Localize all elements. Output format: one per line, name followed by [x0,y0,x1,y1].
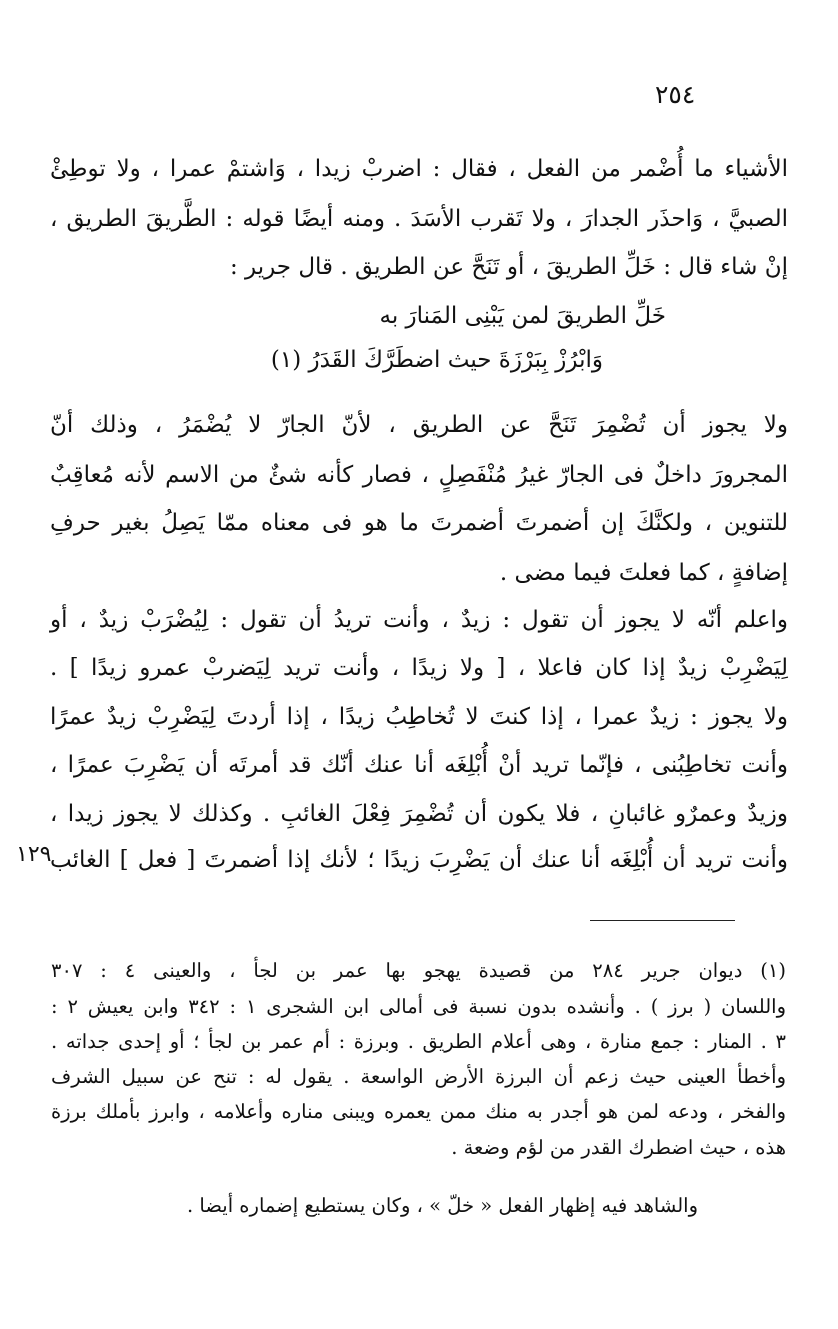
footnote-line: ٣ . المنار : جمع منارة ، وهى أعلام الطريق . وبرزة : أم عمر بن لجأ ؛ أو إحدى جداته . [51,1030,786,1053]
margin-number: ١٢٩ [16,842,52,867]
body-line: ولا يجوز أن تُضْمِرَ تَنَحَّ عن الطريق ، لأنّ الجارّ لا يُضْمَرُ ، وذلك أنّ [50,412,788,438]
footnote-line: وأخطأ العينى حيث زعم أن البرزة الأرض الواسعة . يقول له : تنح عن سبيل الشرف [51,1065,786,1088]
body-line: المجرورَ داخلٌ فى الجارّ غيرُ مُنْفَصِلٍ ، فصار كأنه شئٌ من الاسم لأنه مُعاقِبٌ [50,462,788,488]
footnote-line: والفخر ، ودعه لمن هو أجدر به منك ممن يعمره ويبنى مناره وأعلامه ، وابرز بأملك برزة [51,1100,786,1123]
body-line: وأنت تريد أن أُبْلِغَه أنا عنك أن يَضْرِبَ زيدًا ؛ لأنك إذا أضمرتَ [ فعل ] الغائب [50,847,788,873]
verse-line: خَلِّ الطريقَ لمن يَبْنِى المَنارَ به [379,303,666,329]
body-line: للتنوين ، ولكنَّكَ إن أضمرتَ أضمرتَ ما هو فى معناه ممّا يَصِلُ بغير حرفِ [50,510,788,536]
footnote-line: والشاهد فيه إظهار الفعل « خلّ » ، وكان يستطيع إضماره أيضا . [187,1194,698,1217]
verse-line: وَابْرُزْ بِبَرْزَةَ حيث اضطَرَّكَ القَدَرُ (١) [270,347,603,373]
body-line: الصبيَّ ، وَاحذَر الجدارَ ، ولا تَقرب الأسَدَ . ومنه أيضًا قوله : الطَّريقَ الطريق ، [50,206,788,232]
body-line: إنْ شاء قال : خَلِّ الطريقَ ، أو تَنَحَّ عن الطريق . قال جرير : [229,254,788,280]
body-line: إضافةٍ ، كما فعلتَ فيما مضى . [499,560,788,586]
body-line: وأنت تخاطِبُنى ، فإنّما تريد أنْ أُبْلِغَه أنا عنك أنّك قد أمرتَه أن يَضْرِبَ عمرًا ، [50,752,788,778]
body-line: وزيدٌ وعمرٌو غائبانِ ، فلا يكون أن تُضْمِرَ فِعْلَ الغائبِ . وكذلك لا يجوز زيدا ، [50,801,788,827]
footnote-line: واللسان ( برز ) . وأنشده بدون نسبة فى أمالى ابن الشجرى ١ : ٣٤٢ وابن يعيش ٢ : [51,995,786,1018]
page-number: ٢٥٤ [655,80,696,109]
footnote-divider [590,920,735,921]
footnote-line: هذه ، حيث اضطرك القدر من لؤم وضعة . [451,1136,786,1159]
body-line: واعلم أنّه لا يجوز أن تقول : زيدٌ ، وأنت تريدُ أن تقول : لِيُضْرَبْ زيدٌ ، أو [50,607,788,633]
body-line: الأشياء ما أُضْمر من الفعل ، فقال : اضربْ زيدا ، وَاشتمْ عمرا ، ولا توطِئْ [50,156,788,182]
body-line: لِيَضْرِبْ زيدٌ إذا كان فاعلا ، [ ولا زيدًا ، وأنت تريد لِيَضربْ عمرو زيدًا ] . [50,655,788,681]
footnote-line: (١) ديوان جرير ٢٨٤ من قصيدة يهجو بها عمر بن لجأ ، والعينى ٤ : ٣٠٧ [51,959,786,982]
body-line: ولا يجوز : زيدٌ عمرا ، إذا كنتَ لا تُخاطِبُ زيدًا ، إذا أردتَ لِيَضْرِبْ زيدٌ عمرًا [50,704,788,730]
